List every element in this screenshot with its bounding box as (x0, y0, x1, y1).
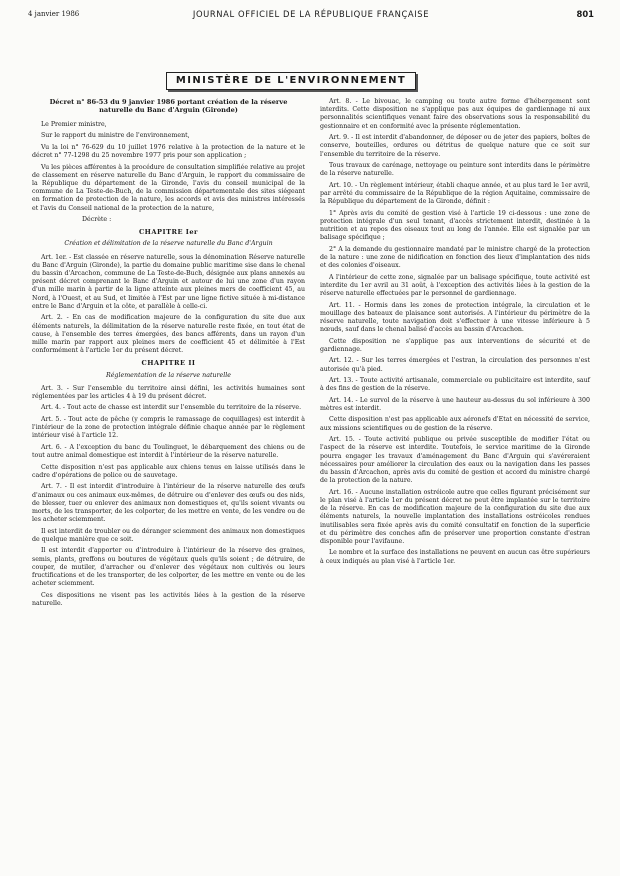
paragraph: Art. 15. - Toute activité publique ou privée susceptible de modifier l'état ou l'aspect de la réserve est interdite. Toutefois, le service maritime de la Gironde pourra engager les travaux d'aménagement du Banc d'Arguin qui s'avéreraient nécessaires pour améliorer la circulation des eaux ou la navigation dans les passes du bassin d'Arcachon, après avis du comité de gestion et accord du ministre chargé de la protection de la nature. (320, 436, 590, 485)
journal-title: JOURNAL OFFICIEL DE LA RÉPUBLIQUE FRANÇAISE (192, 9, 430, 19)
paragraph: Art. 7. - Il est interdit d'introduire à l'intérieur de la réserve naturelle des œufs d'animaux ou ces animaux eux-mêmes, de détruire ou d'enlever des œufs ou des nids, de blesser, tuer ou enlever des animaux non domestiques et, qu'ils soient vivants ou morts, de les transporter, de les colporter, de les mettre en vente, de les vendre ou de les acheter sciemment. (32, 483, 305, 524)
left-column-body (32, 121, 305, 608)
paragraph: Il est interdit de troubler ou de déranger sciemment des animaux non domestiques de quelque manière que ce soit. (32, 527, 305, 543)
paragraph: 2° A la demande du gestionnaire mandaté par le ministre chargé de la protection de la nature : une zone de nidification en fonction des lieux d'implantation des nids et des colonies d'oiseaux. (320, 245, 590, 270)
paragraph: Art. 4. - Tout acte de chasse est interdit sur l'ensemble du territoire de la réserve. (41, 404, 302, 412)
page-number: 801 (576, 9, 594, 19)
right-column (320, 98, 590, 569)
paragraph: Tous travaux de carénage, nettoyage ou peinture sont interdits dans le périmètre de la réserve naturelle. (320, 162, 590, 178)
paragraph: Cette disposition ne s'applique pas aux interventions de sécurité et de gardiennage. (320, 337, 590, 353)
paragraph: Ces dispositions ne visent pas les activités liées à la gestion de la réserve naturelle. (32, 591, 305, 607)
paragraph: Art. 9. - Il est interdit d'abandonner, de déposer ou de jeter des papiers, boîtes de conserve, bouteilles, ordures ou détritus de quelque nature que ce soit sur l'ensemble du territoire de la réserve. (320, 134, 590, 158)
chapter-subheading: Création et délimitation de la réserve naturelle du Banc d'Arguin (64, 240, 273, 248)
paragraph: Vu la loi n° 76-629 du 10 juillet 1976 relative à la protection de la nature et le décret n° 77-1298 du 25 novembre 1977 pris pour son application ; (32, 143, 305, 160)
paragraph: Vu les pièces afférentes à la procédure de consultation simplifiée relative au projet de classement en réserve naturelle du Banc d'Arguin, le rapport du commissaire de la République du département de la Gironde, l'avis du conseil municipal de la commune de La Teste-de-Buch, de la commission départementale des sites siégeant en formation de protection de la nature, les accords et avis des ministres intéressés et l'avis du Conseil national de la protection de la nature, (32, 163, 305, 212)
paragraph: Art. 11. - Hormis dans les zones de protection intégrale, la circulation et le mouillage des bateaux de plaisance sont autorisés. A l'intérieur du périmètre de la réserve naturelle, toute navigation doit s'effectuer à une vitesse inférieure à 5 nœuds, sauf dans le chenal balisé d'accès au bassin d'Arcachon. (320, 301, 590, 334)
paragraph: Cette disposition n'est pas applicable aux chiens tenus en laisse utilisés dans le cadre d'opérations de police ou de sauvetage. (32, 463, 305, 479)
right-column-body (320, 98, 590, 566)
paragraph: Cette disposition n'est pas applicable aux aéronefs d'Etat en nécessité de service, aux missions scientifiques ou de gestion de la réserve. (320, 416, 590, 432)
running-header (28, 9, 594, 23)
paragraph: Art. 1er. - Est classée en réserve naturelle, sous la dénomination Réserve naturelle du Banc d'Arguin (Gironde), la partie du domaine public maritime sise dans le chenal du bassin d'Arcachon, commune de La Teste-de-Buch, désignée aux plans annexés au présent décret comprenant le Banc d'Arguin et autour de lui une zone d'un rayon d'un mille marin à partir de la ligne atteinte aux pleines mers de coefficient 45, au Nord, à l'Ouest, et au Sud, et limitée à l'Est par une ligne fictive située à mi-distance entre le Banc d'Arguin et la côte, et parallèle à celle-ci. (32, 253, 305, 310)
paragraph: Le Premier ministre, (41, 120, 107, 128)
paragraph: Art. 3. - Sur l'ensemble du territoire ainsi défini, les activités humaines sont réglementées par les articles 4 à 19 du présent décret. (32, 384, 305, 400)
left-column (32, 98, 305, 611)
decree-formula: Décrète : (82, 216, 112, 224)
paragraph: Art. 13. - Toute activité artisanale, commerciale ou publicitaire est interdite, sauf à des fins de gestion de la réserve. (320, 377, 590, 393)
paragraph: Art. 14. - Le survol de la réserve à une hauteur au-dessus du sol inférieure à 300 mètres est interdit. (320, 396, 590, 412)
paragraph: Il est interdit d'apporter ou d'introduire à l'intérieur de la réserve des graines, semis, plants, greffons ou boutures de végétaux quels qu'ils soient ; de détruire, de couper, de mutiler, d'arracher ou d'enlever des végétaux non cultivés ou leurs fructifications et de les transporter, de les colporter, de les mettre en vente ou de les acheter sciemment. (32, 547, 305, 588)
paragraph: Art. 6. - A l'exception du banc du Toulinguet, le débarquement des chiens ou de tout autre animal domestique est interdit à l'intérieur de la réserve naturelle. (32, 443, 305, 460)
paragraph: Art. 5. - Tout acte de pêche (y compris le ramassage de coquillages) est interdit à l'intérieur de la zone de protection intégrale définie chaque année par le règlement intérieur visé à l'article 12. (32, 415, 305, 440)
chapter-heading: CHAPITRE II (141, 359, 196, 368)
paragraph: Art. 10. - Un règlement intérieur, établi chaque année, et au plus tard le 1er avril, par arrêté du commissaire de la République de la région Aquitaine, commissaire de la République du département de la Gironde, définit : (320, 181, 590, 206)
paragraph: Art. 2. - En cas de modification majeure de la configuration du site due aux éléments naturels, la délimitation de la réserve naturelle reste fixée, en tout état de cause, à l'ensemble des terres émergées, des bancs afférents, dans un rayon d'un mille marin par rapport aux pleines mers de coefficient 45 et délimitée à l'Est conformément à l'article 1er du présent décret. (32, 314, 305, 355)
chapter-subheading: Réglementation de la réserve naturelle (105, 371, 232, 379)
paragraph: Art. 8. - Le bivouac, le camping ou toute autre forme d'hébergement sont interdits. Cette disposition ne s'applique pas aux équipes de gardiennage ni aux personnalités scientifiques venant faire des observations sous la responsabilité du gestionnaire et en conformité avec la présente réglementation. (320, 98, 590, 130)
paragraph: Sur le rapport du ministre de l'environnement, (41, 132, 190, 140)
decree-title: Décret n° 86-53 du 9 janvier 1986 portant création de la réserve naturelle du Banc d'Arguin (Gironde) (49, 98, 288, 115)
paragraph: A l'intérieur de cette zone, signalée par un balisage spécifique, toute activité est interdite du 1er avril au 31 août, à l'exception des activités liées à la gestion de la réserve naturelle effectuées par le personnel de gardiennage. (320, 273, 590, 298)
paragraph: Art. 16. - Aucune installation ostréicole autre que celles figurant précisément sur le plan visé à l'article 1er du présent décret ne peut être implantée sur le territoire de la réserve. En cas de modification majeure de la configuration du site due aux éléments naturels, la nouvelle implantation des installations ostréicoles rendues inutilisables sera fixée après avis du comité consultatif en fonction de la superficie et du périmètre des conches afin de préserver une proportion constante d'estran disponible pour l'avifaune. (320, 488, 590, 545)
ministry-heading: MINISTÈRE DE L'ENVIRONNEMENT (166, 72, 416, 90)
header-date: 4 janvier 1986 (28, 10, 80, 18)
paragraph: 1° Après avis du comité de gestion visé à l'article 19 ci-dessous : une zone de protection intégrale d'un seul tenant, d'accès strictement interdit, destinée à la nutrition et au repos des oiseaux tout au long de l'année. Elle est signalée par un balisage spécifique ; (320, 209, 590, 242)
paragraph: Art. 12. - Sur les terres émergées et l'estran, la circulation des personnes n'est autorisée qu'à pied. (320, 357, 590, 373)
paragraph: Le nombre et la surface des installations ne peuvent en aucun cas être supérieurs à ceux indiqués au plan visé à l'article 1er. (320, 549, 590, 565)
chapter-heading: CHAPITRE Ier (138, 228, 199, 237)
